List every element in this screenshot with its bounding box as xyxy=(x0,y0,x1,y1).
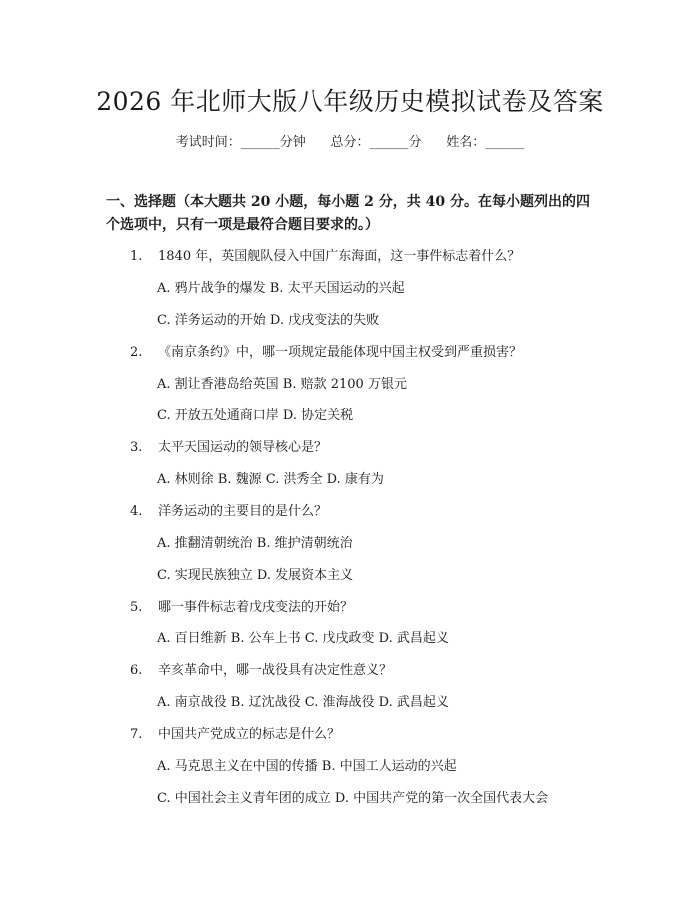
exam-info-line: 考试时间：______分钟 总分：______分 姓名：______ xyxy=(175,135,525,150)
page-title: 2026 年北师大版八年级历史模拟试卷及答案 xyxy=(96,87,604,116)
question-text: 1840 年，英国舰队侵入中国广东海面，这一事件标志着什么？ xyxy=(158,249,521,264)
question-number: 2. xyxy=(130,345,143,360)
question-2-options-line-2: C. 开放五处通商口岸 D. 协定关税 xyxy=(157,408,354,423)
question-4-options-line-2: C. 实现民族独立 D. 发展资本主义 xyxy=(157,568,354,583)
question-number: 4. xyxy=(130,504,143,519)
question-text: 《南京条约》中，哪一项规定最能体现中国主权受到严重损害？ xyxy=(158,345,523,360)
question-1-options-line-1: A. 鸦片战争的爆发 B. 太平天国运动的兴起 xyxy=(157,281,405,296)
question-7-options-line-1: A. 马克思主义在中国的传播 B. 中国工人运动的兴起 xyxy=(157,759,457,774)
question-1-options-line-2: C. 洋务运动的开始 D. 戊戌变法的失败 xyxy=(157,313,380,328)
question-text: 太平天国运动的领导核心是？ xyxy=(158,440,328,455)
question-text: 洋务运动的主要目的是什么？ xyxy=(158,504,328,519)
section-heading: 一、选择题（本大题共 20 小题，每小题 2 分，共 40 分。在每小题列出的四个选项中，只有一项是最符合题目要求的。） xyxy=(106,194,590,233)
question-number: 3. xyxy=(130,440,143,455)
question-number: 6. xyxy=(130,663,143,678)
question-5 xyxy=(130,596,353,615)
question-6 xyxy=(130,659,392,678)
question-text: 哪一事件标志着戊戌变法的开始？ xyxy=(158,600,354,615)
question-3 xyxy=(130,436,327,455)
question-number: 7. xyxy=(130,727,143,742)
question-6-options-line-1: A. 南京战役 B. 辽沈战役 C. 淮海战役 D. 武昌起义 xyxy=(157,695,449,710)
question-number: 1. xyxy=(130,249,143,264)
question-text: 辛亥革命中，哪一战役具有决定性意义？ xyxy=(158,663,393,678)
question-4-options-line-1: A. 推翻清朝统治 B. 维护清朝统治 xyxy=(157,536,353,551)
question-7-options-line-2: C. 中国社会主义青年团的成立 D. 中国共产党的第一次全国代表大会 xyxy=(157,791,549,806)
question-5-options-line-1: A. 百日维新 B. 公车上书 C. 戊戌政变 D. 武昌起义 xyxy=(157,631,449,646)
question-1 xyxy=(130,245,520,264)
question-number: 5. xyxy=(130,600,143,615)
question-7 xyxy=(130,723,340,742)
question-3-options-line-1: A. 林则徐 B. 魏源 C. 洪秀全 D. 康有为 xyxy=(157,472,384,487)
question-4 xyxy=(130,500,327,519)
question-2-options-line-1: A. 割让香港岛给英国 B. 赔款 2100 万银元 xyxy=(157,377,407,392)
question-2 xyxy=(130,341,522,360)
question-text: 中国共产党成立的标志是什么？ xyxy=(158,727,341,742)
